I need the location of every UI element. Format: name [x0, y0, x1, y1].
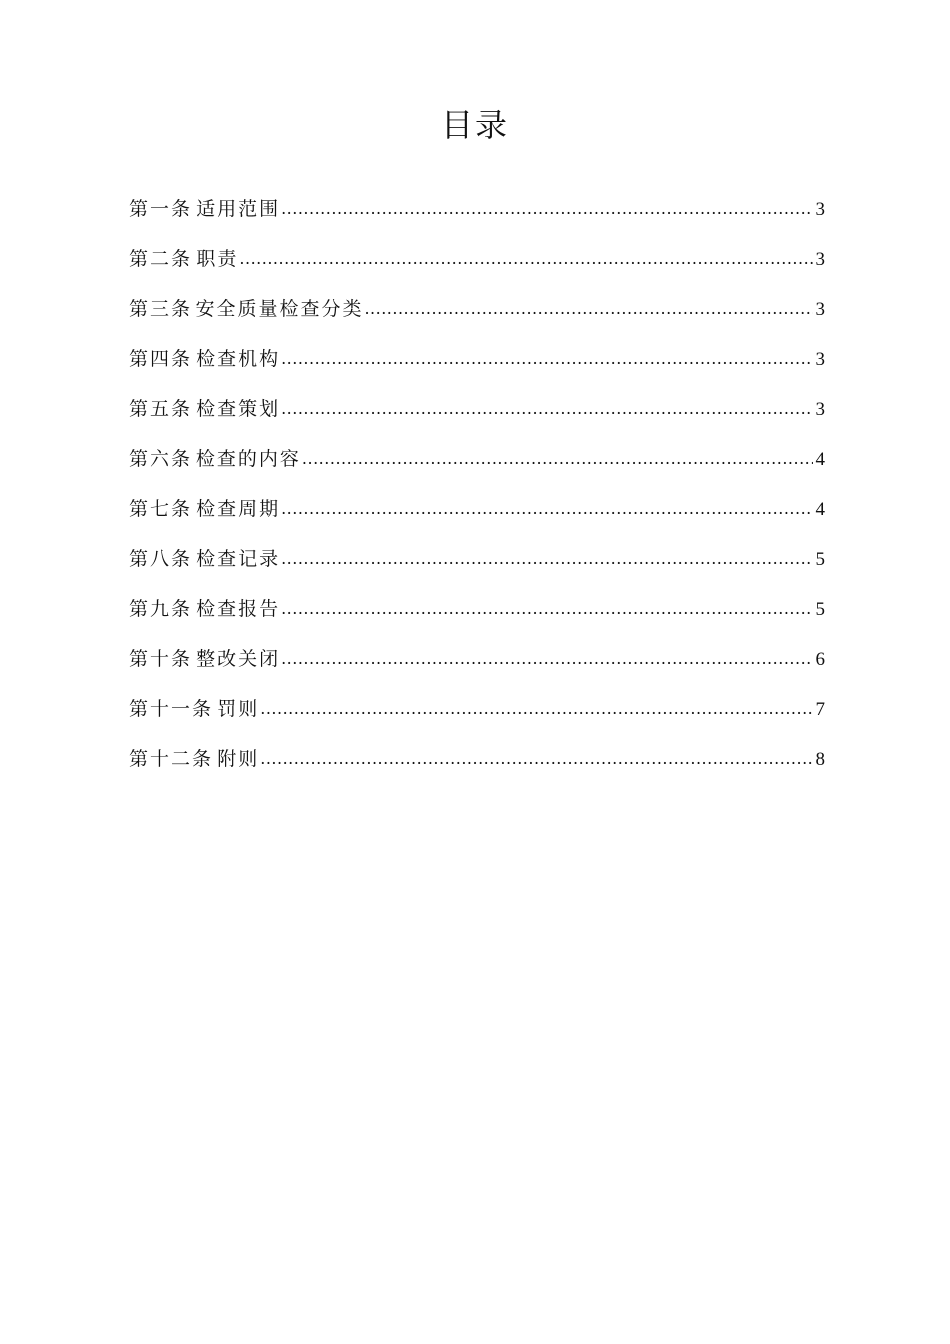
toc-entry-label: 附则 [217, 748, 260, 770]
toc-dot-leader [260, 744, 813, 773]
toc-entry-page: 4 [815, 499, 825, 520]
toc-entry-number: 第十一条 [129, 698, 214, 720]
toc-dot-leader [281, 344, 813, 373]
toc-entry-number: 第十条 [129, 648, 193, 670]
toc-entry-page: 3 [815, 249, 825, 270]
toc-entry-page: 3 [815, 299, 825, 320]
toc-entry-label: 职责 [196, 248, 239, 270]
toc-entry-number: 第六条 [129, 448, 193, 470]
toc-entry-label: 检查策划 [196, 398, 281, 420]
toc-entry[interactable] [129, 495, 825, 545]
toc-entry-number: 第八条 [129, 548, 193, 570]
toc-entry-label: 检查记录 [196, 548, 281, 570]
toc-entry-number: 第二条 [129, 248, 193, 270]
toc-entry-label: 检查报告 [196, 598, 281, 620]
toc-entry[interactable] [129, 345, 825, 395]
toc-entry-number: 第四条 [129, 348, 193, 370]
toc-entry-number: 第九条 [129, 598, 193, 620]
toc-list [129, 195, 825, 795]
toc-entry-number: 第七条 [129, 498, 193, 520]
toc-entry-label: 罚则 [217, 698, 260, 720]
toc-entry[interactable] [129, 395, 825, 445]
toc-entry[interactable] [129, 445, 825, 495]
toc-dot-leader [281, 644, 813, 673]
toc-dot-leader [281, 394, 813, 423]
toc-entry-page: 4 [815, 449, 825, 470]
toc-entry[interactable] [129, 195, 825, 245]
toc-entry[interactable] [129, 645, 825, 695]
toc-entry-number: 第一条 [129, 198, 193, 220]
toc-entry[interactable] [129, 595, 825, 645]
toc-entry[interactable] [129, 695, 825, 745]
toc-entry-label: 检查周期 [196, 498, 281, 520]
toc-entry-label: 检查的内容 [195, 448, 301, 470]
toc-dot-leader [239, 244, 813, 273]
toc-dot-leader [302, 444, 813, 473]
toc-entry-page: 3 [815, 399, 825, 420]
toc-entry-page: 3 [815, 349, 825, 370]
toc-entry-number: 第五条 [129, 398, 193, 420]
toc-entry[interactable] [129, 745, 825, 795]
toc-entry[interactable] [129, 295, 825, 345]
toc-entry-label: 整改关闭 [196, 648, 281, 670]
toc-dot-leader [281, 544, 813, 573]
toc-title: 目录 [440, 106, 509, 144]
toc-dot-leader [364, 294, 813, 323]
toc-entry-page: 5 [815, 599, 825, 620]
toc-entry-label: 适用范围 [196, 198, 281, 220]
toc-entry[interactable] [129, 245, 825, 295]
toc-entry-page: 7 [815, 699, 825, 720]
toc-entry-label: 安全质量检查分类 [195, 298, 364, 320]
toc-dot-leader [281, 494, 813, 523]
toc-entry-page: 5 [815, 549, 825, 570]
toc-dot-leader [281, 194, 813, 223]
toc-entry[interactable] [129, 545, 825, 595]
toc-dot-leader [281, 594, 813, 623]
toc-entry-page: 8 [815, 749, 825, 770]
toc-entry-page: 3 [815, 199, 825, 220]
toc-dot-leader [260, 694, 813, 723]
toc-entry-page: 6 [815, 649, 825, 670]
toc-entry-number: 第三条 [129, 298, 193, 320]
toc-entry-number: 第十二条 [129, 748, 214, 770]
toc-entry-label: 检查机构 [196, 348, 281, 370]
